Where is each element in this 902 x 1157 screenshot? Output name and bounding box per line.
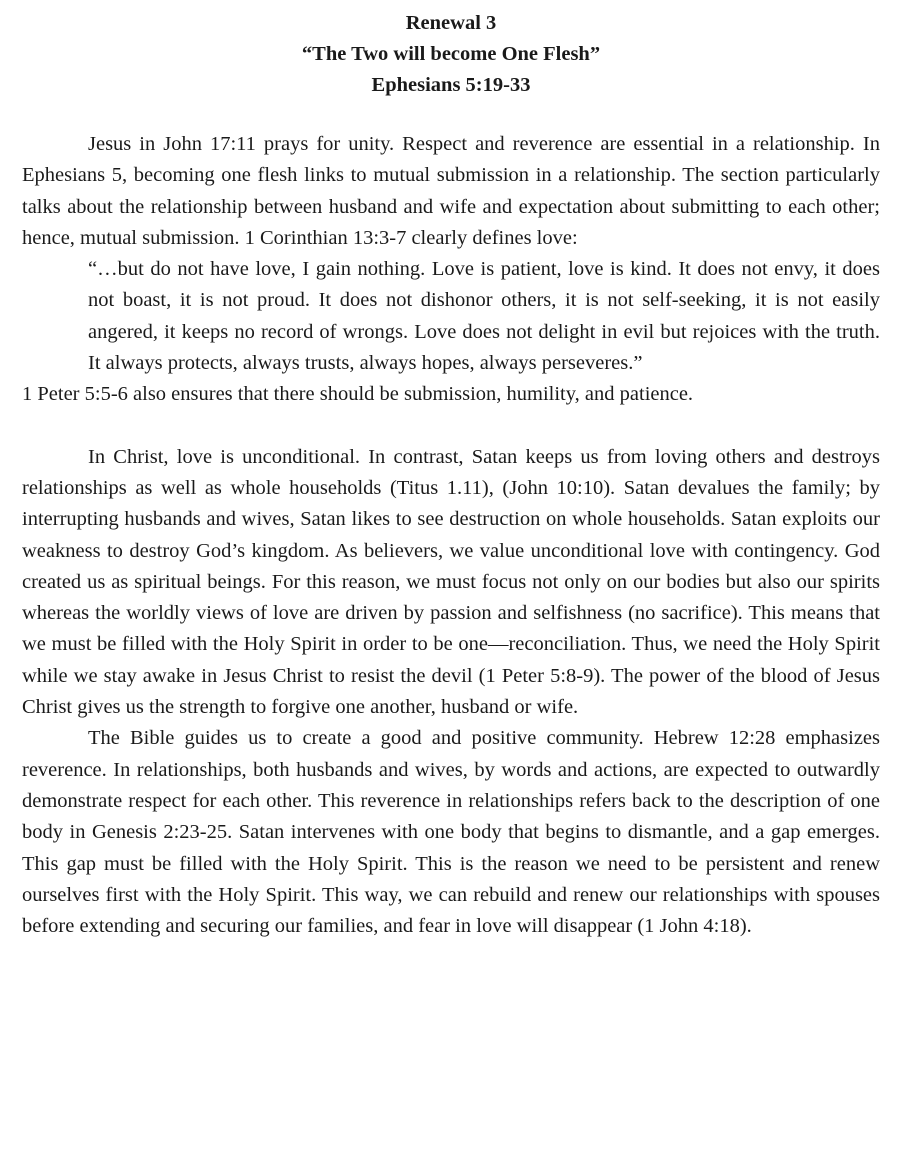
document-title: Renewal 3 [405,12,497,34]
paragraph-1-end: 1 Peter 5:5-6 also ensures that there should be submission, humility, and patience. [22,383,694,406]
paragraph-gap [22,411,880,442]
block-quote: “…but do not have love, I gain nothing. Love is patient, love is kind. It does not envy, it does not boast, it is not proud. It does not dishonor others, it is not self-seeking, it is not easily angered, it keeps no record of wrongs. Love does not delight in evil but rejoices with the truth. It always protects, always trusts, always hopes, always perseveres.” [88,258,880,375]
title-block [22,8,880,101]
paragraph-1: Jesus in John 17:11 prays for unity. Respect and reverence are essential in a relationship. In Ephesians 5, becoming one flesh links to mutual submission in a relationship. The section particularly talks about the relationship between husband and wife and expectation about submitting to each other; hence, mutual submission. 1 Corinthian 13:3-7 clearly defines love: [22,133,880,249]
paragraph-3: The Bible guides us to create a good and positive community. Hebrew 12:28 emphasizes reverence. In relationships, both husbands and wives, by words and actions, are expected to outwardly demonstrate respect for each other. This reverence in relationships refers back to the description of one body in Genesis 2:23-25. Satan intervenes with one body that begins to dismantle, and a gap emerges. This gap must be filled with the Holy Spirit. This is the reason we need to be persistent and renew ourselves first with the Holy Spirit. This way, we can rebuild and renew our relationships with spouses before extending and securing our families, and fear in love will disappear (1 John 4:18). [22,727,880,938]
scripture-reference: Ephesians 5:19-33 [371,74,531,96]
paragraph-2: In Christ, love is unconditional. In contrast, Satan keeps us from loving others and destroys relationships as well as whole households (Titus 1.11), (John 10:10). Satan devalues the family; by interrupting husbands and wives, Satan likes to see destruction on whole households. Satan exploits our weakness to destroy God’s kingdom. As believers, we value unconditional love with contingency. God created us as spiritual beings. For this reason, we must focus not only on our bodies but also our spirits whereas the worldly views of love are driven by passion and selfishness (no sacrifice). This means that we must be filled with the Holy Spirit in order to be one—reconciliation. Thus, we need the Holy Spirit while we stay awake in Jesus Christ to resist the devil (1 Peter 5:8-9). The power of the blood of Jesus Christ gives us the strength to forgive one another, husband or wife. [22,445,880,719]
document-subtitle: “The Two will become One Flesh” [301,43,601,65]
document-page [22,8,880,942]
